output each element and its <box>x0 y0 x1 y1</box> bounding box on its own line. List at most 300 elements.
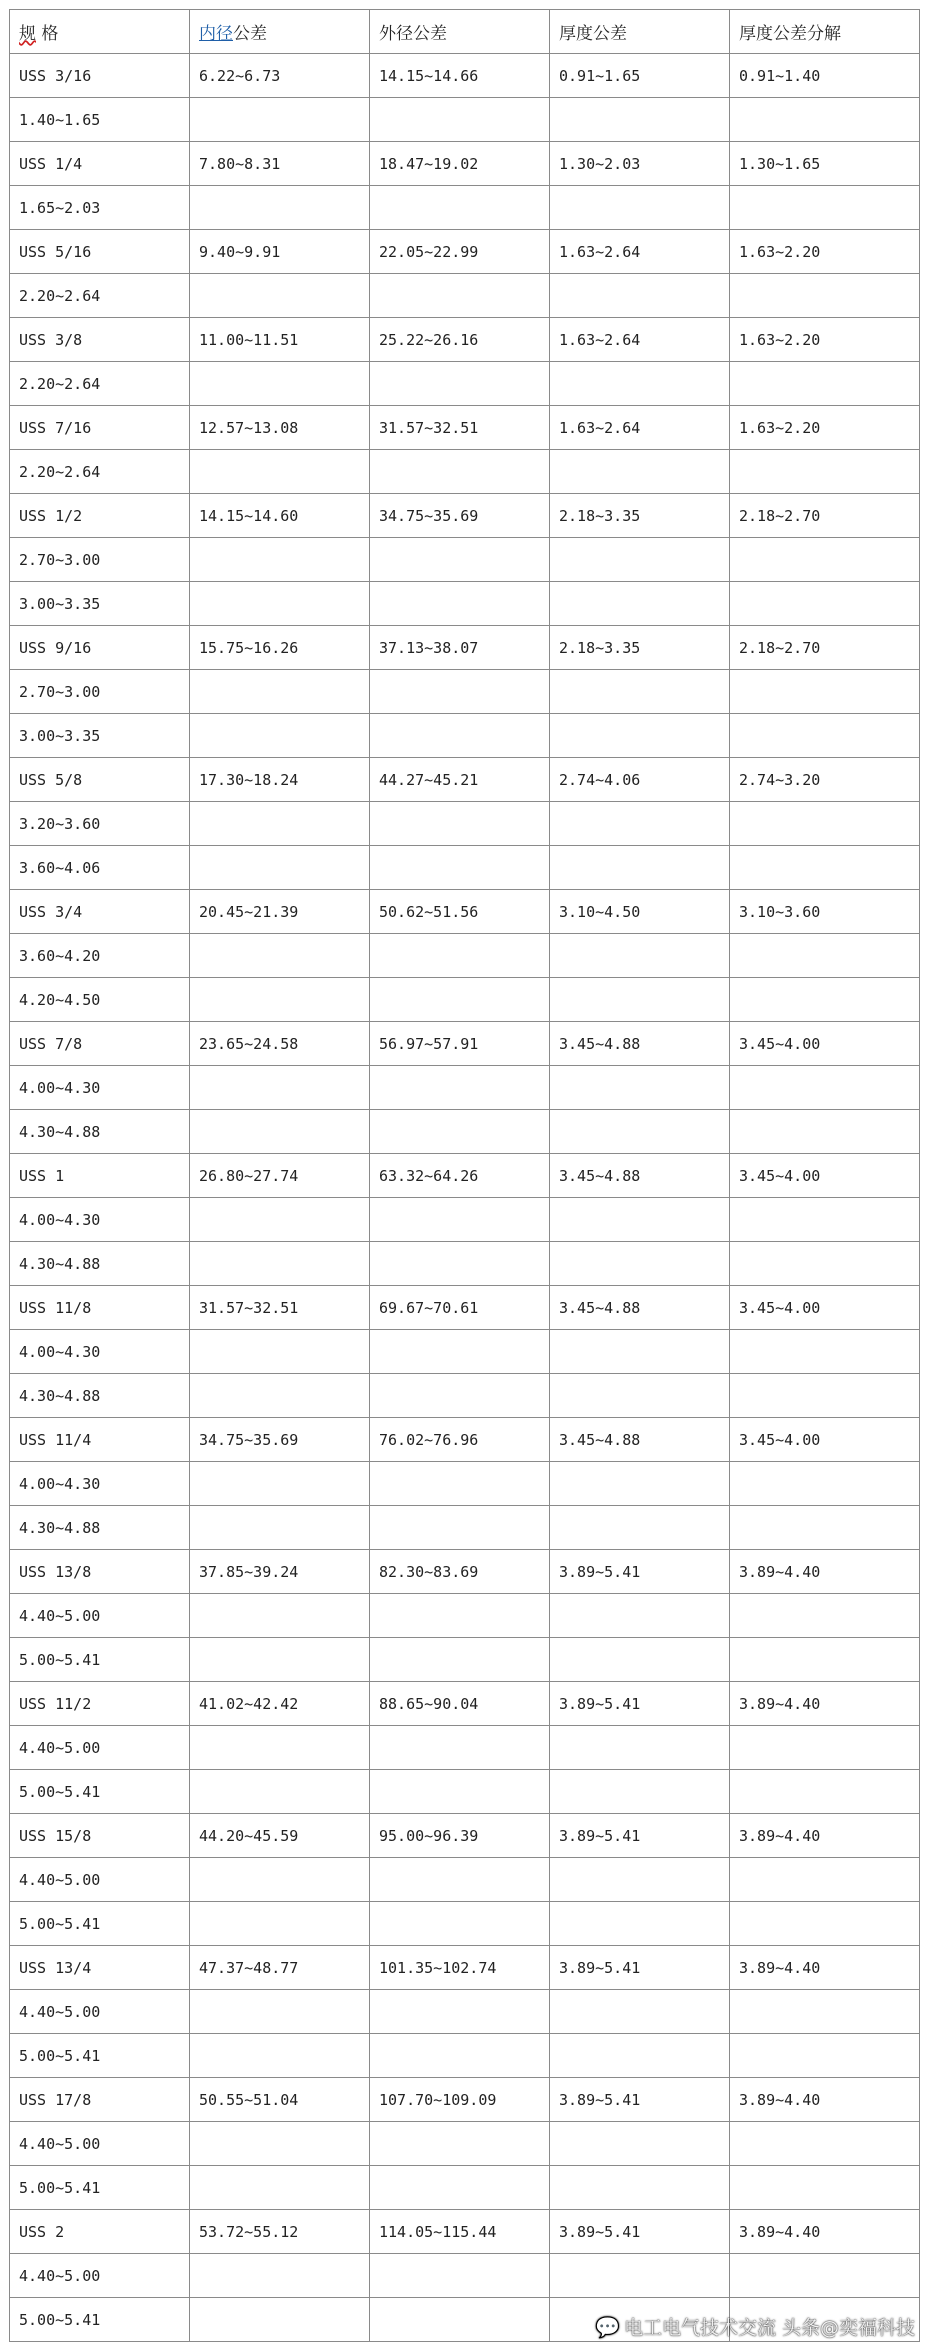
table-row <box>10 1506 920 1550</box>
cell-inner-diameter: 53.72~55.12 <box>190 2210 370 2254</box>
cell-outer-diameter: 37.13~38.07 <box>370 626 550 670</box>
table-row <box>10 802 920 846</box>
cell-outer-diameter <box>370 2166 550 2210</box>
table-row <box>10 626 920 670</box>
table-row <box>10 1550 920 1594</box>
cell-thickness: 1.30~2.03 <box>550 142 730 186</box>
cell-thickness-breakdown: 1.30~1.65 <box>730 142 920 186</box>
cell-thickness <box>550 2034 730 2078</box>
cell-thickness-breakdown <box>730 1594 920 1638</box>
cell-spec: USS 7/8 <box>10 1022 190 1066</box>
cell-outer-diameter: 76.02~76.96 <box>370 1418 550 1462</box>
cell-spec: 2.20~2.64 <box>10 450 190 494</box>
cell-outer-diameter <box>370 538 550 582</box>
table-row <box>10 142 920 186</box>
cell-spec: 4.40~5.00 <box>10 1726 190 1770</box>
cell-thickness <box>550 1770 730 1814</box>
cell-spec: 3.60~4.06 <box>10 846 190 890</box>
cell-inner-diameter: 12.57~13.08 <box>190 406 370 450</box>
cell-thickness <box>550 1330 730 1374</box>
table-row <box>10 758 920 802</box>
cell-spec: 4.00~4.30 <box>10 1066 190 1110</box>
cell-inner-diameter: 41.02~42.42 <box>190 1682 370 1726</box>
cell-inner-diameter <box>190 1726 370 1770</box>
cell-thickness-breakdown <box>730 1638 920 1682</box>
cell-spec: 1.65~2.03 <box>10 186 190 230</box>
cell-inner-diameter <box>190 1506 370 1550</box>
cell-thickness-breakdown <box>730 1462 920 1506</box>
table-row <box>10 1858 920 1902</box>
cell-thickness <box>550 1198 730 1242</box>
spec-table <box>9 9 920 2342</box>
table-row <box>10 450 920 494</box>
cell-thickness <box>550 1506 730 1550</box>
cell-outer-diameter: 25.22~26.16 <box>370 318 550 362</box>
cell-thickness-breakdown: 1.63~2.20 <box>730 406 920 450</box>
cell-thickness-breakdown: 2.18~2.70 <box>730 494 920 538</box>
cell-thickness-breakdown: 3.89~4.40 <box>730 2078 920 2122</box>
cell-outer-diameter <box>370 362 550 406</box>
cell-outer-diameter <box>370 98 550 142</box>
cell-inner-diameter <box>190 2166 370 2210</box>
table-row <box>10 1242 920 1286</box>
cell-outer-diameter: 114.05~115.44 <box>370 2210 550 2254</box>
cell-outer-diameter <box>370 934 550 978</box>
table-row <box>10 98 920 142</box>
cell-inner-diameter: 50.55~51.04 <box>190 2078 370 2122</box>
cell-inner-diameter <box>190 1638 370 1682</box>
table-row <box>10 1770 920 1814</box>
cell-inner-diameter <box>190 1858 370 1902</box>
table-row <box>10 1594 920 1638</box>
cell-outer-diameter <box>370 1506 550 1550</box>
cell-thickness-breakdown <box>730 1242 920 1286</box>
cell-inner-diameter <box>190 1462 370 1506</box>
table-row <box>10 890 920 934</box>
cell-outer-diameter <box>370 714 550 758</box>
cell-outer-diameter: 69.67~70.61 <box>370 1286 550 1330</box>
cell-inner-diameter <box>190 362 370 406</box>
header-outer-diameter: 外径公差 <box>370 10 550 54</box>
cell-thickness-breakdown: 3.89~4.40 <box>730 1946 920 1990</box>
cell-thickness-breakdown <box>730 802 920 846</box>
cell-inner-diameter: 44.20~45.59 <box>190 1814 370 1858</box>
table-row <box>10 230 920 274</box>
cell-inner-diameter <box>190 1902 370 1946</box>
cell-spec: 3.00~3.35 <box>10 582 190 626</box>
cell-thickness <box>550 2166 730 2210</box>
cell-thickness-breakdown <box>730 1110 920 1154</box>
cell-inner-diameter <box>190 1198 370 1242</box>
cell-thickness: 1.63~2.64 <box>550 406 730 450</box>
cell-spec: USS 3/4 <box>10 890 190 934</box>
cell-thickness-breakdown <box>730 1902 920 1946</box>
cell-thickness <box>550 450 730 494</box>
cell-spec: 4.40~5.00 <box>10 2122 190 2166</box>
table-row <box>10 846 920 890</box>
cell-inner-diameter <box>190 670 370 714</box>
cell-inner-diameter <box>190 802 370 846</box>
header-inner-diameter <box>190 10 370 54</box>
table-row <box>10 1462 920 1506</box>
header-spec <box>10 10 190 54</box>
cell-spec: 4.40~5.00 <box>10 1858 190 1902</box>
cell-thickness-breakdown: 3.45~4.00 <box>730 1154 920 1198</box>
cell-inner-diameter <box>190 714 370 758</box>
cell-inner-diameter: 14.15~14.60 <box>190 494 370 538</box>
cell-thickness-breakdown: 3.89~4.40 <box>730 1682 920 1726</box>
cell-outer-diameter <box>370 1330 550 1374</box>
cell-thickness <box>550 1990 730 2034</box>
cell-inner-diameter <box>190 846 370 890</box>
cell-thickness-breakdown: 3.45~4.00 <box>730 1286 920 1330</box>
cell-thickness <box>550 846 730 890</box>
cell-outer-diameter <box>370 1110 550 1154</box>
cell-thickness <box>550 1462 730 1506</box>
cell-thickness <box>550 538 730 582</box>
cell-inner-diameter: 23.65~24.58 <box>190 1022 370 1066</box>
cell-inner-diameter <box>190 1330 370 1374</box>
cell-thickness-breakdown <box>730 2254 920 2298</box>
table-row <box>10 186 920 230</box>
cell-outer-diameter <box>370 802 550 846</box>
table-row <box>10 1198 920 1242</box>
cell-inner-diameter <box>190 1110 370 1154</box>
cell-outer-diameter: 101.35~102.74 <box>370 1946 550 1990</box>
cell-spec: 5.00~5.41 <box>10 1638 190 1682</box>
table-row <box>10 1902 920 1946</box>
watermark <box>595 2313 915 2340</box>
cell-spec: 2.70~3.00 <box>10 670 190 714</box>
cell-inner-diameter <box>190 1594 370 1638</box>
table-header-row <box>10 10 920 54</box>
table-row <box>10 2166 920 2210</box>
cell-thickness-breakdown <box>730 1506 920 1550</box>
cell-outer-diameter <box>370 1638 550 1682</box>
cell-inner-diameter <box>190 538 370 582</box>
table-row <box>10 1990 920 2034</box>
cell-outer-diameter <box>370 1594 550 1638</box>
cell-inner-diameter: 17.30~18.24 <box>190 758 370 802</box>
cell-outer-diameter: 14.15~14.66 <box>370 54 550 98</box>
cell-inner-diameter <box>190 1242 370 1286</box>
cell-outer-diameter: 63.32~64.26 <box>370 1154 550 1198</box>
table-row <box>10 1330 920 1374</box>
cell-spec: USS 13/8 <box>10 1550 190 1594</box>
cell-thickness: 0.91~1.65 <box>550 54 730 98</box>
cell-spec: 3.60~4.20 <box>10 934 190 978</box>
cell-thickness <box>550 1374 730 1418</box>
cell-thickness-breakdown: 1.63~2.20 <box>730 318 920 362</box>
cell-spec: 4.00~4.30 <box>10 1330 190 1374</box>
cell-inner-diameter <box>190 98 370 142</box>
table-row <box>10 1418 920 1462</box>
cell-spec: 4.30~4.88 <box>10 1242 190 1286</box>
table-row <box>10 1814 920 1858</box>
cell-spec: USS 13/4 <box>10 1946 190 1990</box>
table-row <box>10 1682 920 1726</box>
cell-spec: USS 7/16 <box>10 406 190 450</box>
cell-spec: USS 1 <box>10 1154 190 1198</box>
cell-thickness-breakdown <box>730 1198 920 1242</box>
cell-spec: 5.00~5.41 <box>10 2034 190 2078</box>
cell-thickness-breakdown: 3.45~4.00 <box>730 1418 920 1462</box>
cell-spec: USS 3/16 <box>10 54 190 98</box>
cell-thickness <box>550 1726 730 1770</box>
cell-inner-diameter: 20.45~21.39 <box>190 890 370 934</box>
table-row <box>10 538 920 582</box>
cell-thickness <box>550 934 730 978</box>
cell-outer-diameter: 50.62~51.56 <box>370 890 550 934</box>
cell-inner-diameter <box>190 978 370 1022</box>
cell-thickness-breakdown: 2.74~3.20 <box>730 758 920 802</box>
cell-spec: 5.00~5.41 <box>10 2298 190 2342</box>
cell-spec: USS 11/4 <box>10 1418 190 1462</box>
cell-thickness-breakdown <box>730 362 920 406</box>
cell-outer-diameter <box>370 1242 550 1286</box>
cell-outer-diameter <box>370 2034 550 2078</box>
cell-spec: USS 11/2 <box>10 1682 190 1726</box>
cell-thickness: 3.45~4.88 <box>550 1418 730 1462</box>
cell-inner-diameter <box>190 450 370 494</box>
table-row <box>10 362 920 406</box>
cell-thickness-breakdown: 3.89~4.40 <box>730 1550 920 1594</box>
cell-outer-diameter: 22.05~22.99 <box>370 230 550 274</box>
cell-thickness-breakdown <box>730 582 920 626</box>
cell-inner-diameter <box>190 2122 370 2166</box>
cell-outer-diameter <box>370 450 550 494</box>
cell-thickness-breakdown <box>730 846 920 890</box>
cell-thickness-breakdown: 3.10~3.60 <box>730 890 920 934</box>
cell-thickness <box>550 2122 730 2166</box>
cell-thickness <box>550 98 730 142</box>
cell-thickness <box>550 1066 730 1110</box>
table-row <box>10 714 920 758</box>
cell-thickness <box>550 1110 730 1154</box>
cell-inner-diameter: 26.80~27.74 <box>190 1154 370 1198</box>
header-thickness: 厚度公差 <box>550 10 730 54</box>
chat-bubble-icon: 💬 <box>595 2315 620 2339</box>
cell-inner-diameter: 34.75~35.69 <box>190 1418 370 1462</box>
cell-outer-diameter: 18.47~19.02 <box>370 142 550 186</box>
cell-spec: 5.00~5.41 <box>10 1902 190 1946</box>
header-inner-diameter-link[interactable]: 内径 <box>199 24 233 44</box>
table-row <box>10 2254 920 2298</box>
cell-inner-diameter <box>190 186 370 230</box>
cell-spec: 5.00~5.41 <box>10 2166 190 2210</box>
cell-outer-diameter <box>370 670 550 714</box>
cell-thickness: 2.74~4.06 <box>550 758 730 802</box>
cell-outer-diameter <box>370 1858 550 1902</box>
cell-outer-diameter <box>370 2122 550 2166</box>
cell-spec: 3.00~3.35 <box>10 714 190 758</box>
cell-inner-diameter: 7.80~8.31 <box>190 142 370 186</box>
cell-spec: 5.00~5.41 <box>10 1770 190 1814</box>
cell-outer-diameter: 31.57~32.51 <box>370 406 550 450</box>
cell-outer-diameter <box>370 1726 550 1770</box>
header-spec-part1: 规 <box>19 24 36 44</box>
cell-thickness: 3.89~5.41 <box>550 2078 730 2122</box>
cell-spec: 4.40~5.00 <box>10 1990 190 2034</box>
cell-spec: 4.20~4.50 <box>10 978 190 1022</box>
cell-spec: 2.20~2.64 <box>10 274 190 318</box>
cell-thickness: 1.63~2.64 <box>550 230 730 274</box>
cell-thickness: 3.89~5.41 <box>550 1946 730 1990</box>
table-row <box>10 494 920 538</box>
cell-thickness: 2.18~3.35 <box>550 626 730 670</box>
cell-spec: USS 9/16 <box>10 626 190 670</box>
table-row <box>10 1066 920 1110</box>
cell-thickness-breakdown <box>730 1770 920 1814</box>
cell-thickness <box>550 802 730 846</box>
cell-spec: 2.70~3.00 <box>10 538 190 582</box>
cell-thickness-breakdown <box>730 2034 920 2078</box>
cell-thickness <box>550 186 730 230</box>
table-row <box>10 582 920 626</box>
cell-thickness-breakdown <box>730 186 920 230</box>
cell-inner-diameter <box>190 1990 370 2034</box>
cell-thickness: 1.63~2.64 <box>550 318 730 362</box>
cell-thickness-breakdown <box>730 1990 920 2034</box>
cell-thickness-breakdown <box>730 670 920 714</box>
cell-spec: 4.30~4.88 <box>10 1110 190 1154</box>
cell-inner-diameter: 37.85~39.24 <box>190 1550 370 1594</box>
cell-thickness: 3.89~5.41 <box>550 1550 730 1594</box>
cell-inner-diameter <box>190 2034 370 2078</box>
cell-thickness-breakdown <box>730 538 920 582</box>
cell-thickness-breakdown <box>730 274 920 318</box>
cell-thickness: 3.45~4.88 <box>550 1154 730 1198</box>
cell-thickness-breakdown <box>730 1858 920 1902</box>
cell-outer-diameter <box>370 186 550 230</box>
table-row <box>10 2122 920 2166</box>
cell-thickness-breakdown: 3.89~4.40 <box>730 1814 920 1858</box>
cell-outer-diameter <box>370 1770 550 1814</box>
table-row <box>10 1374 920 1418</box>
table-row <box>10 2034 920 2078</box>
cell-thickness <box>550 670 730 714</box>
table-row <box>10 934 920 978</box>
cell-inner-diameter <box>190 274 370 318</box>
cell-thickness-breakdown: 1.63~2.20 <box>730 230 920 274</box>
table-row <box>10 978 920 1022</box>
header-thickness-breakdown: 厚度公差分解 <box>730 10 920 54</box>
cell-thickness <box>550 1594 730 1638</box>
cell-outer-diameter: 88.65~90.04 <box>370 1682 550 1726</box>
cell-thickness <box>550 362 730 406</box>
cell-thickness <box>550 1858 730 1902</box>
cell-thickness-breakdown <box>730 1726 920 1770</box>
cell-spec: 3.20~3.60 <box>10 802 190 846</box>
cell-outer-diameter: 56.97~57.91 <box>370 1022 550 1066</box>
cell-thickness-breakdown <box>730 1330 920 1374</box>
cell-thickness <box>550 582 730 626</box>
cell-thickness: 3.89~5.41 <box>550 1814 730 1858</box>
cell-outer-diameter <box>370 582 550 626</box>
cell-thickness: 3.10~4.50 <box>550 890 730 934</box>
cell-thickness <box>550 1638 730 1682</box>
table-row <box>10 1154 920 1198</box>
cell-inner-diameter <box>190 2254 370 2298</box>
cell-thickness <box>550 1902 730 1946</box>
cell-thickness-breakdown <box>730 934 920 978</box>
table-row <box>10 1726 920 1770</box>
cell-outer-diameter <box>370 1462 550 1506</box>
cell-spec: USS 15/8 <box>10 1814 190 1858</box>
header-spec-part2: 格 <box>36 24 59 44</box>
cell-inner-diameter <box>190 582 370 626</box>
cell-thickness <box>550 714 730 758</box>
cell-thickness <box>550 274 730 318</box>
table-body <box>10 54 920 2342</box>
cell-inner-diameter: 6.22~6.73 <box>190 54 370 98</box>
cell-inner-diameter: 15.75~16.26 <box>190 626 370 670</box>
cell-outer-diameter <box>370 1198 550 1242</box>
cell-thickness-breakdown <box>730 1066 920 1110</box>
cell-thickness-breakdown: 0.91~1.40 <box>730 54 920 98</box>
cell-outer-diameter: 34.75~35.69 <box>370 494 550 538</box>
cell-spec: 4.40~5.00 <box>10 1594 190 1638</box>
cell-thickness <box>550 978 730 1022</box>
cell-spec: USS 1/4 <box>10 142 190 186</box>
cell-inner-diameter: 11.00~11.51 <box>190 318 370 362</box>
cell-spec: 4.00~4.30 <box>10 1198 190 1242</box>
cell-thickness-breakdown <box>730 1374 920 1418</box>
cell-thickness: 3.89~5.41 <box>550 2210 730 2254</box>
cell-thickness: 3.45~4.88 <box>550 1286 730 1330</box>
cell-thickness-breakdown: 2.18~2.70 <box>730 626 920 670</box>
cell-spec: USS 11/8 <box>10 1286 190 1330</box>
watermark-text: 电工电气技术交流 头条@奕福科技 <box>623 2317 915 2339</box>
cell-outer-diameter <box>370 846 550 890</box>
cell-spec: USS 5/8 <box>10 758 190 802</box>
cell-thickness-breakdown <box>730 2166 920 2210</box>
cell-outer-diameter: 44.27~45.21 <box>370 758 550 802</box>
table-row <box>10 1946 920 1990</box>
cell-outer-diameter <box>370 1066 550 1110</box>
cell-outer-diameter: 107.70~109.09 <box>370 2078 550 2122</box>
table-row <box>10 1110 920 1154</box>
cell-thickness-breakdown <box>730 978 920 1022</box>
cell-spec: 4.30~4.88 <box>10 1506 190 1550</box>
cell-inner-diameter: 9.40~9.91 <box>190 230 370 274</box>
table-row <box>10 1638 920 1682</box>
cell-outer-diameter: 95.00~96.39 <box>370 1814 550 1858</box>
cell-outer-diameter <box>370 1902 550 1946</box>
cell-thickness <box>550 2254 730 2298</box>
table-row <box>10 274 920 318</box>
cell-thickness: 2.18~3.35 <box>550 494 730 538</box>
cell-spec: 4.30~4.88 <box>10 1374 190 1418</box>
cell-outer-diameter <box>370 1990 550 2034</box>
cell-thickness-breakdown <box>730 450 920 494</box>
table-row <box>10 670 920 714</box>
cell-spec: USS 17/8 <box>10 2078 190 2122</box>
table-row <box>10 318 920 362</box>
cell-inner-diameter <box>190 1770 370 1814</box>
cell-thickness: 3.89~5.41 <box>550 1682 730 1726</box>
cell-outer-diameter <box>370 274 550 318</box>
cell-inner-diameter <box>190 934 370 978</box>
table-row <box>10 1286 920 1330</box>
header-inner-diameter-suffix: 公差 <box>233 24 267 44</box>
cell-outer-diameter <box>370 1374 550 1418</box>
cell-outer-diameter <box>370 2254 550 2298</box>
table-row <box>10 2210 920 2254</box>
cell-spec: USS 3/8 <box>10 318 190 362</box>
cell-thickness: 3.45~4.88 <box>550 1022 730 1066</box>
cell-spec: 4.00~4.30 <box>10 1462 190 1506</box>
